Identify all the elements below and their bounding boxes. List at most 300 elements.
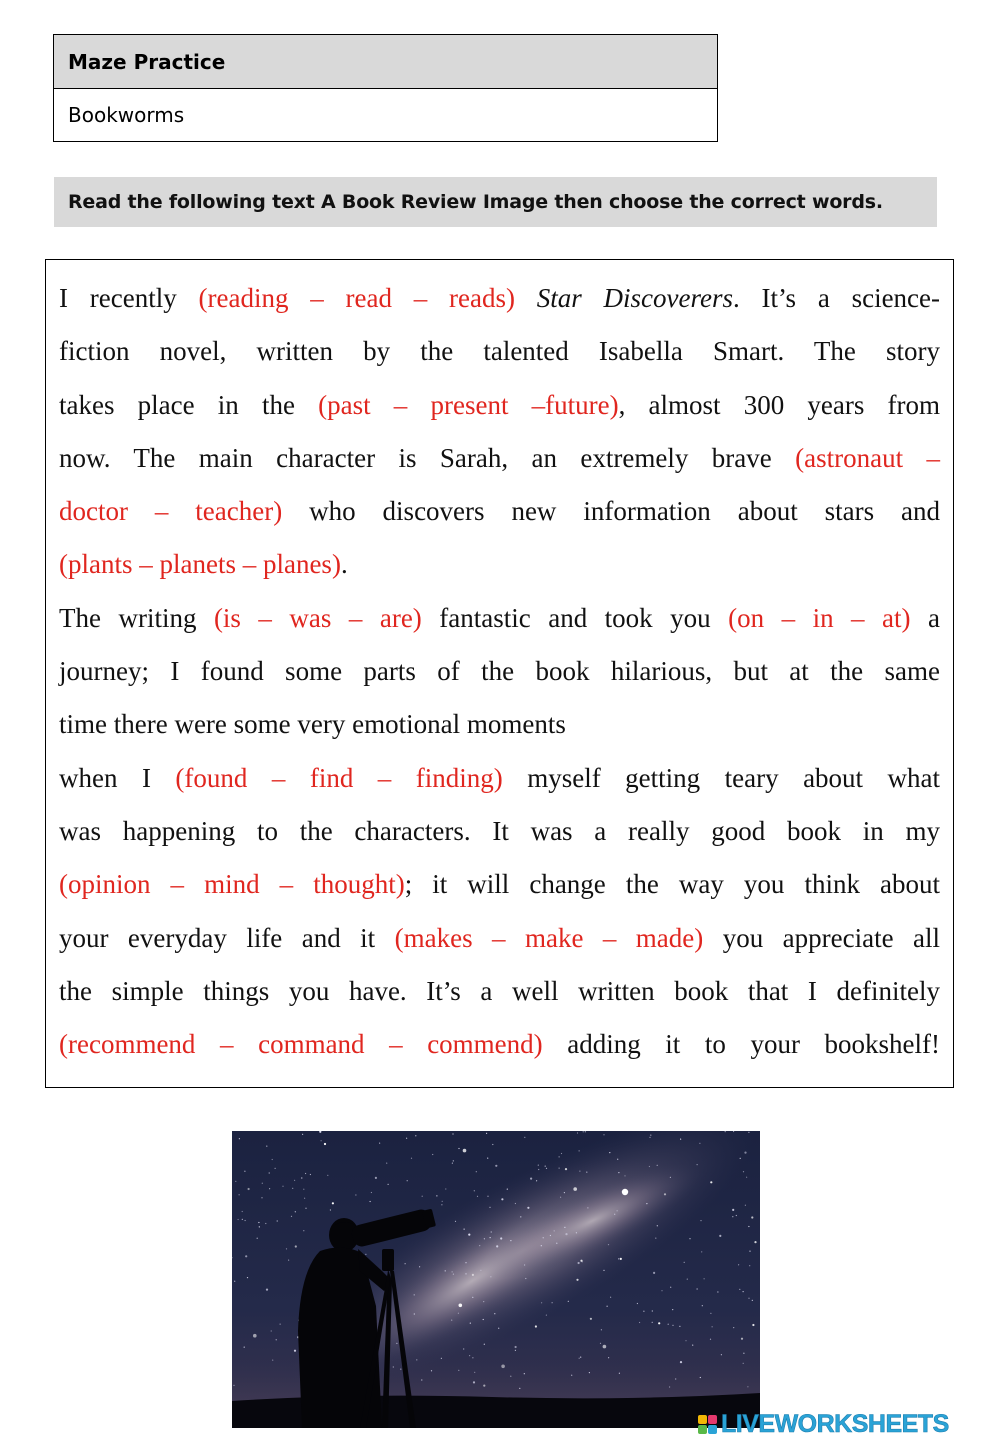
- passage-line: [59, 965, 940, 1018]
- star: [583, 1131, 584, 1132]
- logo-mark-icon: [698, 1415, 717, 1434]
- word-choice-options[interactable]: (plants – planets – planes): [59, 549, 341, 580]
- star: [653, 1272, 655, 1274]
- star: [271, 1330, 272, 1331]
- star: [480, 1270, 481, 1271]
- star: [589, 1372, 590, 1373]
- star: [451, 1320, 452, 1321]
- star: [568, 1301, 569, 1302]
- star: [244, 1171, 245, 1172]
- star: [490, 1237, 491, 1238]
- star: [277, 1220, 278, 1221]
- star: [561, 1153, 562, 1154]
- worksheet-subtitle: Bookworms: [68, 103, 185, 127]
- star: [637, 1303, 638, 1304]
- passage-text-segment: . It’s a science-: [733, 283, 941, 313]
- star: [455, 1221, 456, 1222]
- star: [247, 1277, 248, 1278]
- star: [269, 1188, 270, 1189]
- star: [453, 1274, 454, 1275]
- star: [265, 1223, 266, 1224]
- star: [473, 1381, 475, 1383]
- star: [321, 1140, 322, 1141]
- star: [253, 1334, 257, 1338]
- star: [679, 1326, 680, 1327]
- star: [445, 1188, 446, 1189]
- star: [305, 1173, 306, 1174]
- star: [600, 1343, 601, 1344]
- star: [738, 1264, 739, 1265]
- star: [463, 1348, 464, 1349]
- worksheet-title: Maze Practice: [54, 35, 717, 89]
- star: [582, 1261, 583, 1262]
- passage-line: [59, 379, 940, 432]
- star: [579, 1171, 580, 1172]
- star: [452, 1271, 453, 1272]
- star: [393, 1366, 394, 1367]
- star: [689, 1238, 690, 1239]
- star: [601, 1329, 602, 1330]
- passage-line: [59, 432, 940, 485]
- star: [697, 1288, 698, 1289]
- star: [573, 1187, 577, 1191]
- star: [510, 1376, 511, 1377]
- star: [661, 1290, 662, 1291]
- star: [421, 1379, 422, 1380]
- star: [565, 1168, 567, 1170]
- passage-line: [59, 272, 940, 325]
- star: [624, 1175, 625, 1176]
- word-choice-options[interactable]: (astronaut –: [795, 442, 941, 473]
- star: [238, 1219, 239, 1220]
- star: [414, 1313, 415, 1314]
- star: [489, 1207, 490, 1208]
- star: [685, 1340, 686, 1341]
- star: [669, 1386, 670, 1387]
- star: [541, 1245, 542, 1246]
- star: [564, 1192, 565, 1193]
- star: [303, 1189, 304, 1190]
- star: [472, 1357, 473, 1358]
- star: [476, 1171, 477, 1172]
- star: [479, 1245, 480, 1246]
- star: [324, 1143, 326, 1145]
- passage-line: [59, 912, 940, 965]
- star: [541, 1302, 542, 1303]
- star: [272, 1159, 273, 1160]
- star: [411, 1158, 412, 1159]
- passage-text-segment: your everyday life and it: [59, 922, 395, 953]
- star: [670, 1177, 671, 1178]
- star: [710, 1313, 711, 1314]
- star: [464, 1229, 465, 1230]
- passage-text-segment: .: [340, 549, 348, 580]
- star: [258, 1222, 259, 1223]
- star: [741, 1338, 743, 1340]
- star: [576, 1232, 577, 1233]
- star: [700, 1220, 701, 1221]
- passage-text-segment: the simple things you have. It’s a well written book that I definitely: [59, 975, 940, 1006]
- passage-text-segment: myself getting teary about what: [502, 762, 941, 793]
- passage-text-segment: takes place in the: [59, 389, 319, 420]
- passage-line: [59, 538, 940, 591]
- star: [416, 1359, 417, 1360]
- star: [564, 1227, 565, 1228]
- star: [590, 1318, 592, 1320]
- star: [657, 1225, 658, 1226]
- star: [371, 1192, 372, 1193]
- star: [375, 1177, 377, 1179]
- liveworksheets-logo[interactable]: [698, 1411, 949, 1437]
- star: [245, 1220, 246, 1221]
- star: [458, 1313, 459, 1314]
- star: [484, 1238, 485, 1239]
- star: [415, 1135, 416, 1136]
- instruction-banner: Read the following text A Book Review Image then choose the correct words.: [54, 177, 937, 227]
- star: [652, 1310, 653, 1311]
- star: [259, 1226, 260, 1227]
- header-table: [53, 34, 718, 142]
- passage-text-segment: [515, 283, 537, 313]
- star: [266, 1289, 268, 1291]
- word-choice-options[interactable]: doctor – teacher): [59, 496, 283, 527]
- star: [543, 1237, 544, 1238]
- word-choice-options[interactable]: (on – in – at): [728, 602, 911, 633]
- star: [282, 1186, 283, 1187]
- star: [294, 1180, 295, 1181]
- passage-text-segment: time there were some very emotional moments: [59, 709, 566, 740]
- star: [620, 1258, 622, 1260]
- star: [459, 1304, 463, 1308]
- star: [280, 1324, 281, 1325]
- star: [234, 1281, 235, 1282]
- star: [266, 1146, 267, 1147]
- star: [617, 1210, 618, 1211]
- passage-text-segment: I recently: [59, 283, 199, 313]
- star: [458, 1148, 459, 1149]
- star: [239, 1138, 240, 1139]
- passage-text-segment: The writing: [59, 602, 214, 633]
- star: [510, 1240, 511, 1241]
- star: [719, 1235, 721, 1237]
- star: [619, 1373, 620, 1374]
- star: [530, 1178, 532, 1180]
- star: [527, 1207, 529, 1209]
- star: [483, 1301, 484, 1302]
- star: [396, 1343, 397, 1344]
- star: [501, 1198, 503, 1200]
- star: [524, 1137, 525, 1138]
- star: [445, 1270, 446, 1271]
- star: [498, 1328, 499, 1329]
- star: [649, 1166, 650, 1167]
- star: [607, 1306, 608, 1307]
- star: [400, 1369, 401, 1370]
- star: [559, 1156, 560, 1157]
- star: [536, 1180, 537, 1181]
- star: [388, 1184, 389, 1185]
- star: [465, 1273, 466, 1274]
- word-choice-options[interactable]: (makes – make – made): [394, 922, 704, 953]
- star: [275, 1168, 276, 1169]
- star: [748, 1132, 749, 1133]
- star: [579, 1358, 580, 1359]
- star: [288, 1260, 289, 1261]
- star: [618, 1172, 619, 1173]
- star: [370, 1201, 371, 1202]
- passage-line: [59, 1018, 940, 1071]
- word-choice-options[interactable]: (is – was – are): [213, 602, 422, 633]
- star: [406, 1138, 407, 1139]
- star: [743, 1291, 744, 1292]
- star: [749, 1251, 750, 1252]
- star: [748, 1298, 749, 1299]
- star: [472, 1274, 474, 1276]
- passage-text-segment: now. The main character is Sarah, an extremely brave: [59, 442, 796, 473]
- star: [500, 1237, 502, 1239]
- word-choice-options[interactable]: (reading – read – reads): [198, 283, 515, 313]
- star: [496, 1245, 498, 1247]
- star: [304, 1198, 305, 1199]
- passage-line: [59, 698, 940, 751]
- word-choice-options[interactable]: (recommend – command – commend): [59, 1029, 543, 1060]
- star: [494, 1313, 495, 1314]
- star: [474, 1372, 475, 1373]
- star: [655, 1238, 656, 1239]
- star: [492, 1144, 493, 1145]
- star: [702, 1305, 703, 1306]
- star: [310, 1174, 311, 1175]
- star: [657, 1165, 658, 1166]
- star: [301, 1177, 302, 1178]
- star: [732, 1216, 733, 1217]
- star: [431, 1370, 432, 1371]
- star: [292, 1188, 293, 1189]
- star: [483, 1319, 484, 1320]
- star: [379, 1143, 380, 1144]
- star: [608, 1244, 609, 1245]
- star: [749, 1265, 750, 1266]
- star: [519, 1388, 520, 1389]
- star: [245, 1255, 247, 1257]
- star: [295, 1245, 297, 1247]
- star: [261, 1197, 262, 1198]
- star: [453, 1160, 454, 1161]
- star: [441, 1204, 442, 1205]
- passage-text-segment: when I: [59, 762, 176, 793]
- star: [732, 1209, 734, 1211]
- star: [501, 1365, 505, 1369]
- star: [746, 1177, 747, 1178]
- star: [725, 1131, 726, 1132]
- star: [603, 1345, 607, 1349]
- star: [580, 1357, 581, 1358]
- star: [483, 1385, 485, 1387]
- passage-text: [59, 272, 940, 1071]
- star: [587, 1207, 588, 1208]
- star: [487, 1158, 488, 1159]
- star: [330, 1209, 331, 1210]
- star: [269, 1172, 270, 1173]
- star: [577, 1132, 578, 1133]
- star: [442, 1201, 443, 1202]
- star: [603, 1134, 604, 1135]
- star: [721, 1354, 722, 1355]
- star: [538, 1165, 539, 1166]
- star: [515, 1203, 516, 1204]
- star: [303, 1230, 304, 1231]
- star: [578, 1262, 580, 1264]
- star: [571, 1375, 572, 1376]
- star: [233, 1385, 234, 1386]
- star: [751, 1216, 753, 1218]
- star: [545, 1166, 546, 1167]
- stargazer-photo: [232, 1131, 760, 1428]
- passage-line: [59, 805, 940, 858]
- star: [487, 1196, 488, 1197]
- star: [546, 1315, 547, 1316]
- star: [652, 1322, 653, 1323]
- star: [743, 1353, 744, 1354]
- word-choice-options[interactable]: (opinion – mind – thought): [59, 869, 405, 900]
- star: [441, 1358, 442, 1359]
- passage-text-segment: , almost 300 years from: [618, 389, 940, 420]
- star: [712, 1326, 713, 1327]
- star: [495, 1165, 497, 1167]
- passage-text-segment: fantastic and took you: [421, 602, 729, 633]
- star: [302, 1134, 303, 1135]
- star: [672, 1309, 673, 1310]
- word-choice-options[interactable]: (past – present –future): [318, 389, 619, 420]
- star: [386, 1163, 387, 1164]
- star: [643, 1311, 644, 1312]
- star: [680, 1361, 682, 1363]
- star: [684, 1262, 685, 1263]
- star: [365, 1254, 366, 1255]
- star: [736, 1215, 737, 1216]
- logo-text: LIVEWORKSHEETS: [721, 1409, 949, 1438]
- star: [458, 1370, 459, 1371]
- star: [305, 1208, 306, 1209]
- star: [422, 1196, 423, 1197]
- star: [744, 1152, 746, 1154]
- star: [414, 1294, 415, 1295]
- star: [560, 1197, 561, 1198]
- star: [484, 1344, 485, 1345]
- passage-line: [59, 592, 940, 645]
- star: [552, 1302, 553, 1303]
- star: [752, 1300, 753, 1301]
- passage-text-segment: fiction novel, written by the talented Isabella Smart. The story: [59, 336, 940, 367]
- star: [452, 1133, 453, 1134]
- star: [609, 1152, 610, 1153]
- star: [490, 1276, 491, 1277]
- star: [650, 1135, 651, 1136]
- star: [556, 1243, 557, 1244]
- star: [242, 1211, 243, 1212]
- star: [748, 1226, 749, 1227]
- star: [515, 1350, 516, 1351]
- star: [262, 1183, 263, 1184]
- star: [745, 1205, 746, 1206]
- star: [327, 1175, 328, 1176]
- passage-line: [59, 485, 940, 538]
- star: [463, 1149, 467, 1153]
- star: [664, 1193, 666, 1195]
- star: [472, 1297, 473, 1298]
- star: [244, 1347, 245, 1348]
- star: [286, 1248, 287, 1249]
- star: [752, 1324, 754, 1326]
- star: [710, 1181, 712, 1183]
- star: [680, 1139, 681, 1140]
- star: [469, 1355, 470, 1356]
- star: [524, 1373, 525, 1374]
- passage-text-segment: adding it to your bookshelf!: [542, 1029, 940, 1060]
- passage-text-segment: ; it will change the way you think about: [404, 869, 940, 900]
- passage-line: [59, 325, 940, 378]
- star: [524, 1264, 525, 1265]
- star: [407, 1180, 408, 1181]
- star: [585, 1131, 586, 1132]
- star: [559, 1168, 560, 1169]
- star: [740, 1158, 741, 1159]
- star: [754, 1241, 756, 1243]
- passage-line: [59, 645, 940, 698]
- star: [743, 1363, 744, 1364]
- star: [546, 1168, 547, 1169]
- star: [646, 1203, 647, 1204]
- star: [618, 1258, 619, 1259]
- star: [491, 1231, 492, 1232]
- star: [515, 1346, 517, 1348]
- passage-box: [45, 259, 954, 1088]
- star: [538, 1169, 539, 1170]
- word-choice-options[interactable]: (found – find – finding): [175, 762, 503, 793]
- star: [733, 1327, 734, 1328]
- passage-text-segment: you appreciate all: [703, 922, 941, 953]
- star: [579, 1150, 580, 1151]
- star: [257, 1238, 258, 1239]
- star: [520, 1216, 521, 1217]
- star: [468, 1234, 470, 1236]
- star: [608, 1357, 609, 1358]
- star: [525, 1278, 526, 1279]
- star: [747, 1386, 748, 1387]
- star: [687, 1279, 688, 1280]
- star: [617, 1159, 618, 1160]
- passage-line: [59, 858, 940, 911]
- star: [470, 1323, 471, 1324]
- star: [405, 1263, 406, 1264]
- star: [692, 1345, 693, 1346]
- star: [248, 1188, 250, 1190]
- star: [465, 1262, 466, 1263]
- star: [507, 1189, 508, 1190]
- star: [432, 1154, 433, 1155]
- star: [586, 1172, 587, 1173]
- star: [658, 1322, 660, 1324]
- star: [554, 1230, 555, 1231]
- star: [717, 1291, 718, 1292]
- star: [614, 1214, 615, 1215]
- star: [276, 1339, 277, 1340]
- star: [743, 1171, 744, 1172]
- star: [668, 1324, 669, 1325]
- star: [603, 1270, 604, 1271]
- star: [332, 1202, 334, 1204]
- star: [419, 1266, 420, 1267]
